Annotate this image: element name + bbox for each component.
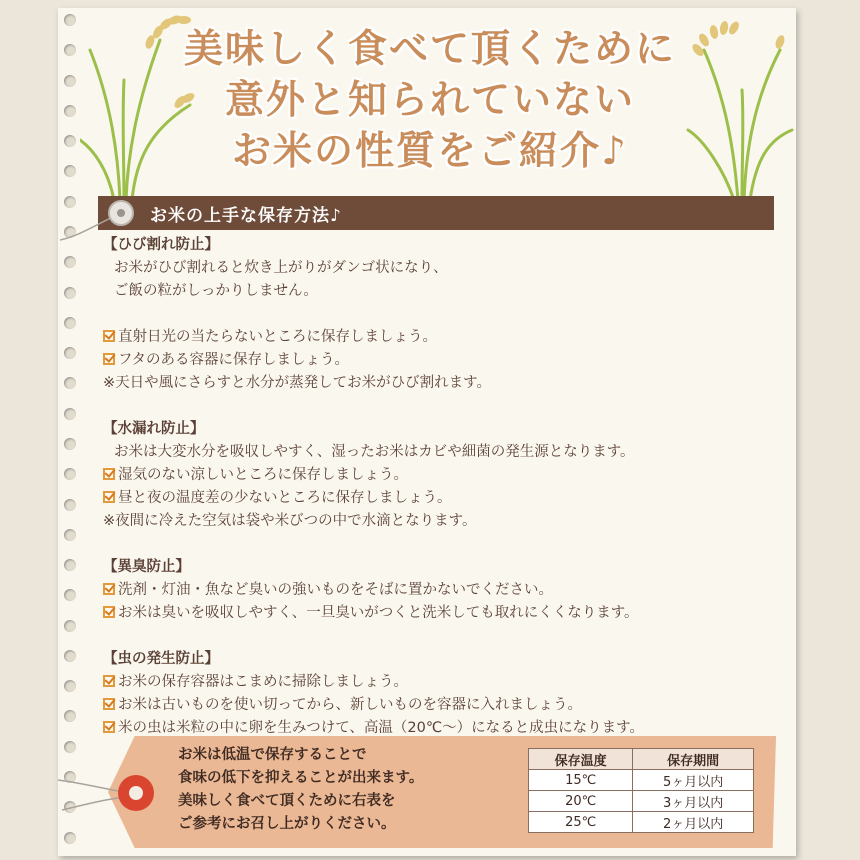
binder-hole — [64, 832, 76, 844]
binder-hole — [64, 650, 76, 662]
title-line: 意外と知られていない — [224, 78, 635, 123]
binder-hole — [64, 165, 76, 177]
binder-hole — [64, 408, 76, 420]
binder-hole — [64, 589, 76, 601]
binder-hole — [64, 44, 76, 56]
check-text: 直射日光の当たらないところに保存しましょう。 — [118, 329, 437, 345]
binder-hole — [64, 14, 76, 26]
check-text: 米の虫は米粒の中に卵を生みつけて、高温（20℃～）になると成虫になります。 — [118, 720, 644, 736]
check-item — [103, 579, 793, 602]
block-intro: ご飯の粒がしっかりしません。 — [114, 283, 318, 299]
table-row — [529, 791, 754, 812]
table-header: 保存期間 — [633, 749, 754, 770]
binder-hole — [64, 317, 76, 329]
storage-table — [528, 748, 754, 833]
tag-line: お米は低温で保存することで — [178, 747, 367, 763]
check-text: お米は古いものを使い切ってから、新しいものを容器に入れましょう。 — [118, 697, 582, 713]
table-cell: 3ヶ月以内 — [633, 791, 754, 812]
section-heading: お米の上手な保存方法♪ — [150, 205, 342, 226]
binder-hole — [64, 377, 76, 389]
check-item — [103, 602, 793, 625]
block-title: 【水漏れ防止】 — [103, 421, 205, 437]
block-intro: お米がひび割れると炊き上がりがダンゴ状になり、 — [114, 260, 448, 276]
check-item — [103, 694, 793, 717]
checkbox-icon — [103, 675, 115, 687]
checkbox-icon — [103, 491, 115, 503]
section-heading-bar — [98, 196, 774, 230]
block-title: 【虫の発生防止】 — [103, 651, 219, 667]
checkbox-icon — [103, 606, 115, 618]
table-row — [529, 770, 754, 791]
table-cell: 20℃ — [529, 791, 633, 812]
pin-icon — [108, 200, 134, 226]
binder-hole — [64, 620, 76, 632]
tag-text — [178, 744, 518, 836]
binder-hole — [64, 105, 76, 117]
table-cell: 25℃ — [529, 812, 633, 833]
check-text: お米の保存容器はこまめに掃除しましょう。 — [118, 674, 408, 690]
check-item — [103, 464, 793, 487]
checkbox-icon — [103, 468, 115, 480]
block-intro: お米は大変水分を吸収しやすく、湿ったお米はカビや細菌の発生源となります。 — [114, 444, 635, 460]
binder-hole — [64, 468, 76, 480]
tag-line: ご参考にお召し上がりください。 — [178, 816, 396, 832]
check-item — [103, 326, 793, 349]
title-line: 美味しく食べて頂くために — [183, 27, 676, 72]
checkbox-icon — [103, 698, 115, 710]
check-text: 湿気のない涼しいところに保存しましょう。 — [118, 467, 408, 483]
checkbox-icon — [103, 330, 115, 342]
binder-hole — [64, 680, 76, 692]
check-item — [103, 487, 793, 510]
title-line: お米の性質をご紹介♪ — [232, 129, 628, 174]
tag-hole-icon — [118, 775, 154, 811]
storage-tips — [103, 234, 793, 740]
tag-line: 食味の低下を抑えることが出来ます。 — [178, 770, 424, 786]
binder-hole — [64, 287, 76, 299]
block-note: ※天日や風にさらすと水分が蒸発してお米がひび割れます。 — [103, 375, 491, 391]
block-note: ※夜間に冷えた空気は袋や米びつの中で水滴となります。 — [103, 513, 477, 529]
binder-hole — [64, 741, 76, 753]
page-title — [130, 24, 730, 177]
binder-hole — [64, 135, 76, 147]
check-item — [103, 671, 793, 694]
tag-line: 美味しく食べて頂くために右表を — [178, 793, 396, 809]
binder-hole — [64, 256, 76, 268]
checkbox-icon — [103, 721, 115, 733]
table-header-row — [529, 749, 754, 770]
check-text: 洗剤・灯油・魚など臭いの強いものをそばに置かないでください。 — [118, 582, 553, 598]
block-title: 【ひび割れ防止】 — [103, 237, 219, 253]
checkbox-icon — [103, 353, 115, 365]
table-cell: 15℃ — [529, 770, 633, 791]
check-text: フタのある容器に保存しましょう。 — [118, 352, 349, 368]
binder-hole — [64, 347, 76, 359]
binder-hole — [64, 75, 76, 87]
block-title: 【異臭防止】 — [103, 559, 190, 575]
table-cell: 5ヶ月以内 — [633, 770, 754, 791]
check-text: お米は臭いを吸収しやすく、一旦臭いがつくと洗米しても取れにくくなります。 — [118, 605, 639, 621]
checkbox-icon — [103, 583, 115, 595]
binder-hole — [64, 499, 76, 511]
check-item — [103, 349, 793, 372]
binder-hole — [64, 438, 76, 450]
table-cell: 2ヶ月以内 — [633, 812, 754, 833]
table-header: 保存温度 — [529, 749, 633, 770]
binder-hole — [64, 559, 76, 571]
binder-holes — [64, 14, 78, 844]
table-row — [529, 812, 754, 833]
binder-hole — [64, 710, 76, 722]
binder-hole — [64, 529, 76, 541]
check-text: 昼と夜の温度差の少ないところに保存しましょう。 — [118, 490, 452, 506]
